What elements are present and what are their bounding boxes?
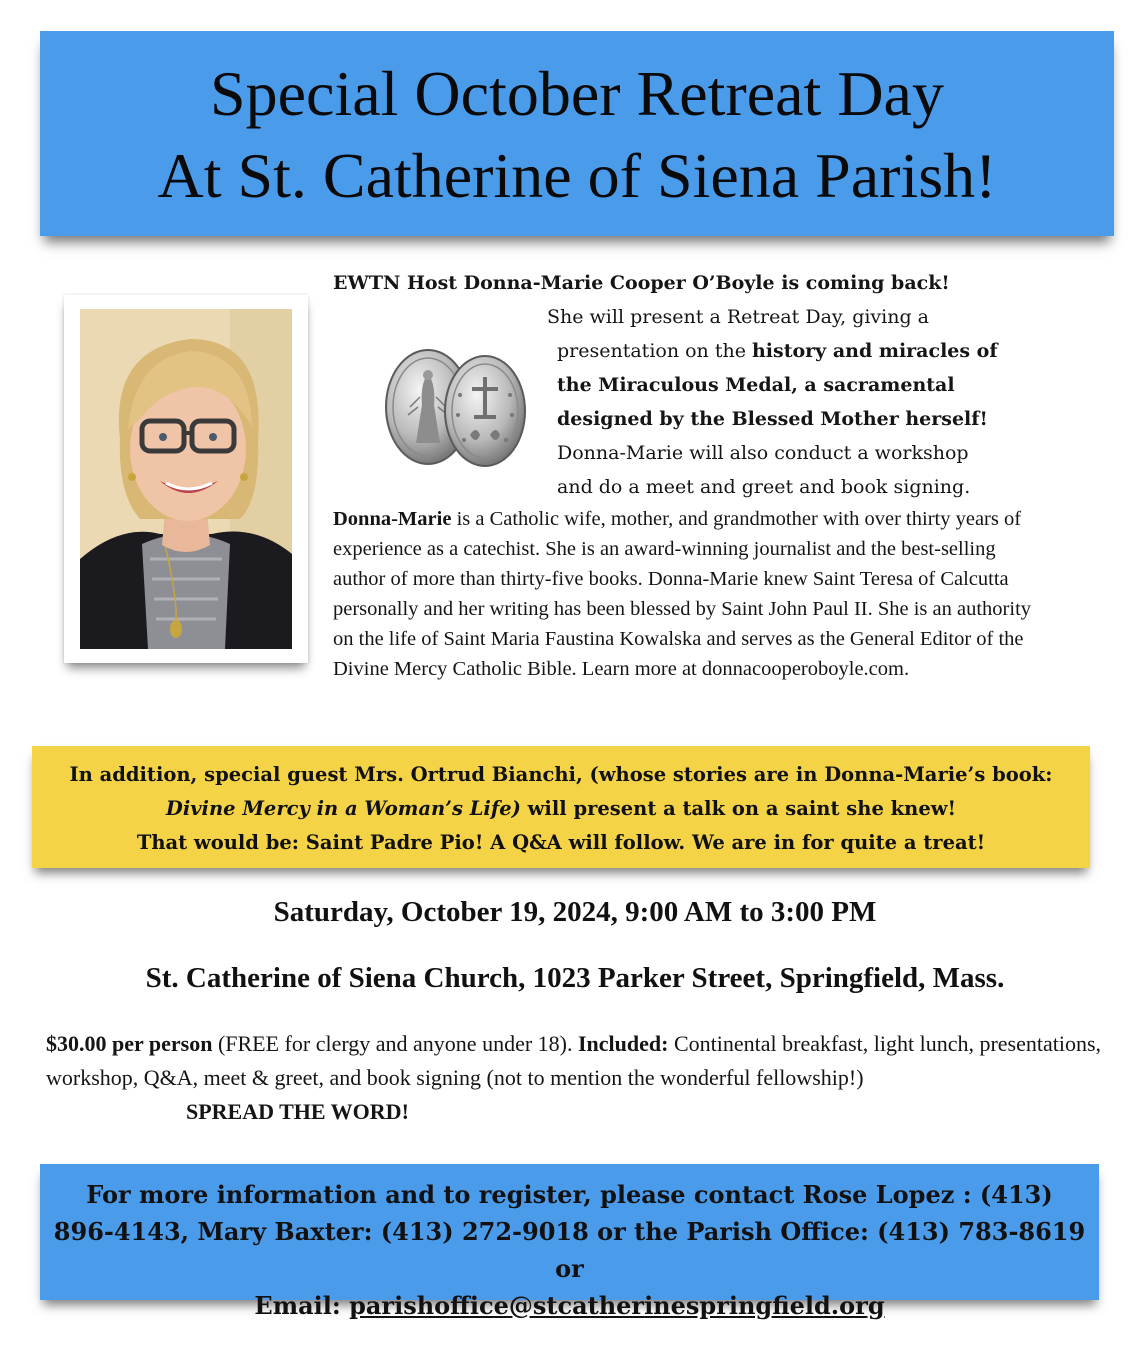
title-banner — [40, 31, 1114, 236]
price-amount: $30.00 per person — [46, 1031, 213, 1056]
intro-headline: EWTN Host Donna-Marie Cooper O’Boyle is coming back! — [333, 272, 950, 294]
guest-line-1: In addition, special guest Mrs. Ortrud Bianchi, (whose stories are in Donna-Marie’s book: — [69, 763, 1053, 786]
event-date-time: Saturday, October 19, 2024, 9:00 AM to 3:00 PM — [273, 896, 877, 928]
event-location: St. Catherine of Siena Church, 1023 Parker Street, Springfield, Mass. — [145, 962, 1005, 994]
intro-line-2: She will present a Retreat Day, giving a — [547, 306, 930, 328]
pricing-details: $30.00 per person (FREE for clergy and anyone under 18). Included: Continental breakfast, light lunch, presentations, workshop, Q&A, meet & greet, and book signing (not to mention the wonderful fellowship!)SPREAD THE WORD! — [46, 1027, 1106, 1129]
guest-line-3: That would be: Saint Padre Pio! A Q&A will follow. We are in for quite a treat! — [136, 831, 986, 854]
special-guest-box — [32, 746, 1090, 868]
contact-line-3: Email: parishoffice@stcatherinespringfield.org — [254, 1291, 885, 1320]
title-line-2: At St. Catherine of Siena Parish! — [157, 140, 997, 211]
guest-book-title: Divine Mercy in a Woman’s Life) — [165, 797, 521, 820]
contact-line-1: For more information and to register, please contact Rose Lopez : (413) — [86, 1180, 1053, 1209]
bio-name: Donna-Marie — [333, 508, 452, 530]
contact-line-2: 896-4143, Mary Baxter: (413) 272-9018 or the Parish Office: (413) 783-8619 or — [53, 1217, 1086, 1283]
presenter-photo — [80, 309, 292, 649]
intro-line-6: Donna-Marie will also conduct a workshop — [557, 442, 969, 464]
intro-line-3: presentation on the history and miracles of — [557, 340, 998, 362]
presenter-photo-frame — [64, 295, 308, 663]
miraculous-medal-image — [380, 345, 530, 475]
presenter-bio — [333, 504, 1053, 684]
contact-banner — [40, 1164, 1099, 1320]
title-line-1: Special October Retreat Day — [210, 58, 944, 129]
intro-line-4: the Miraculous Medal, a sacramental — [557, 374, 955, 396]
spread-the-word: SPREAD THE WORD! — [186, 1099, 409, 1124]
included-label: Included: — [577, 1031, 669, 1056]
intro-line-7: and do a meet and greet and book signing. — [557, 476, 971, 498]
guest-line-2: Divine Mercy in a Woman’s Life) will present a talk on a saint she knew! — [165, 797, 957, 820]
email-link[interactable]: parishoffice@stcatherinespringfield.org — [349, 1291, 885, 1320]
intro-line-5: designed by the Blessed Mother herself! — [557, 408, 988, 430]
bio-text: is a Catholic wife, mother, and grandmother with over thirty years of experience as a catechist. She is an award-winning journalist and the best-selling author of more than thirty-five books. Donna-Marie knew Saint Teresa of Calcutta personally and her writing has been blessed by Saint John Paul II. She is an authority on the life of Saint Maria Faustina Kowalska and serves as the General Editor of the Divine Mercy Catholic Bible. Learn more at donnacooperoboyle.com. — [333, 508, 1032, 680]
